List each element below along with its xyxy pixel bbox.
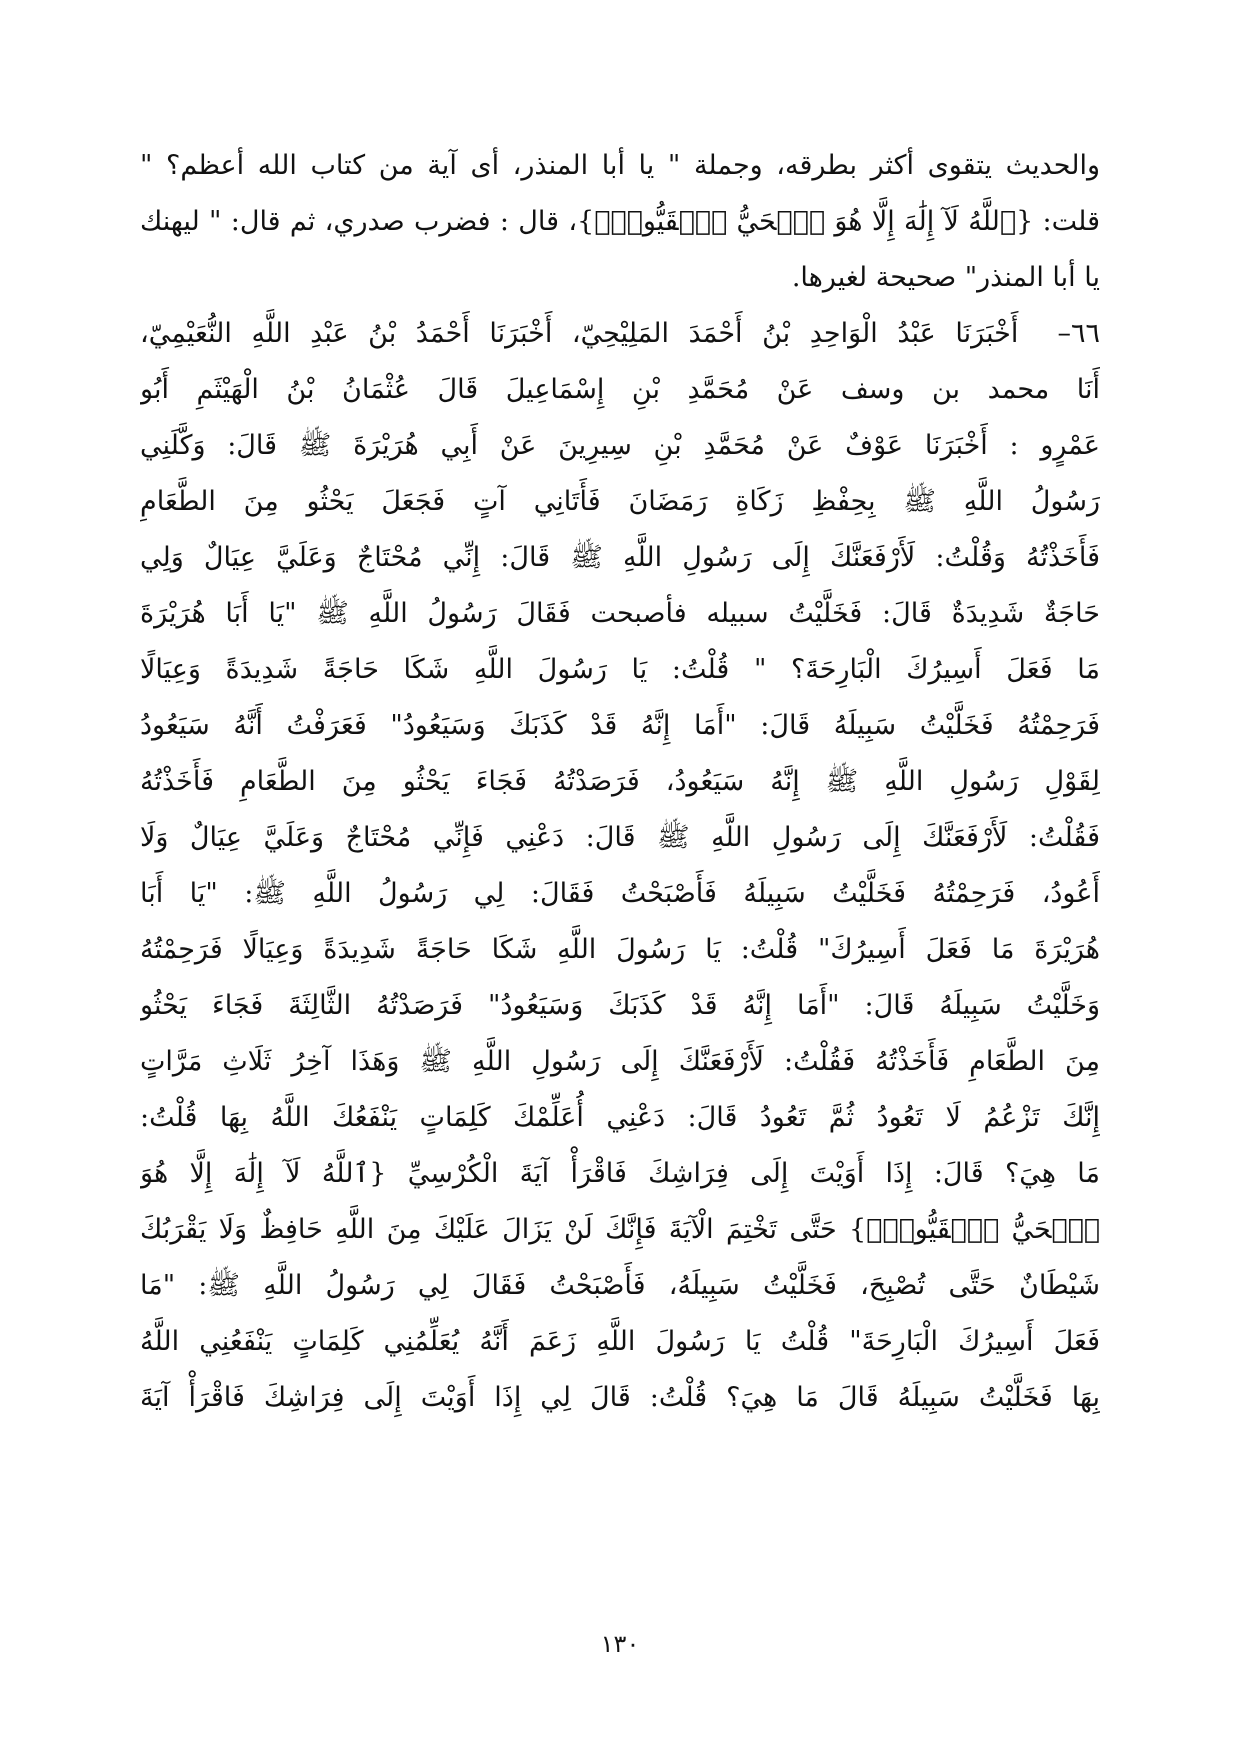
text-line: رَسُولُ اللَّهِ ﷺ بِحِفْظِ زَكَاةِ رَمَضَانَ فَأَتَانِي آتٍ فَجَعَلَ يَحْثُو مِنَ الطَّعَامِ bbox=[140, 486, 1100, 517]
intro-paragraph bbox=[140, 138, 1100, 306]
text-line: يا أبا المنذر" صحيحة لغيرها. bbox=[791, 262, 1100, 293]
text-line: إِنَّكَ تَزْعُمُ لَا تَعُودُ ثُمَّ تَعُودُ قَالَ: دَعْنِي أُعَلِّمْكَ كَلِمَاتٍ يَنْفَعُكَ اللَّهُ بِهَا قُلْتُ: bbox=[140, 1102, 1100, 1133]
text-line: والحديث يتقوى أكثر بطرقه، وجملة " يا أبا المنذر، أى آية من كتاب الله أعظم؟ " bbox=[140, 150, 1100, 181]
text-line: فَعَلَ أَسِيرُكَ الْبَارِحَةَ" قُلْتُ يَا رَسُولَ اللَّهِ زَعَمَ أَنَّهُ يُعَلِّمُنِي كَلِمَاتٍ يَنْفَعُنِي اللَّهُ bbox=[140, 1326, 1100, 1357]
text-line: حَاجَةٌ شَدِيدَةٌ قَالَ: فَخَلَّيْتُ سبيله فأصبحت فَقَالَ رَسُولُ اللَّهِ ﷺ "يَا أَبَا هُرَيْرَةَ bbox=[140, 598, 1100, 629]
text-line: فَقُلْتُ: لَأَرْفَعَنَّكَ إِلَى رَسُولِ اللَّهِ ﷺ قَالَ: دَعْنِي فَإِنِّي مُحْتَاجٌ وَعَلَيَّ عِيَالٌ وَلَا bbox=[140, 822, 1100, 853]
text-line: ٱلۡحَيُّ ٱلۡقَيُّومُۚ} حَتَّى تَخْتِمَ الْآيَةَ فَإِنَّكَ لَنْ يَزَالَ عَلَيْكَ مِنَ اللَّهِ حَافِظٌ وَلَا يَقْرَبُكَ bbox=[140, 1214, 1100, 1245]
text-line: فَأَخَذْتُهُ وَقُلْتُ: لَأَرْفَعَنَّكَ إِلَى رَسُولِ اللَّهِ ﷺ قَالَ: إِنِّي مُحْتَاجٌ وَعَلَيَّ عِيَالٌ وَلِي bbox=[140, 542, 1100, 573]
text-line: مِنَ الطَّعَامِ فَأَخَذْتُهُ فَقُلْتُ: لَأَرْفَعَنَّكَ إِلَى رَسُولِ اللَّهِ ﷺ وَهَذَا آخِرُ ثَلَاثِ مَرَّاتٍ bbox=[140, 1046, 1100, 1077]
text-line: هُرَيْرَةَ مَا فَعَلَ أَسِيرُكَ" قُلْتُ: يَا رَسُولَ اللَّهِ شَكَا حَاجَةً شَدِيدَةً وَعِيَالًا فَرَحِمْتُهُ bbox=[140, 934, 1100, 965]
text-line: أَعُودُ، فَرَحِمْتُهُ فَخَلَّيْتُ سَبِيلَهُ فَأَصْبَحْتُ فَقَالَ: لِي رَسُولُ اللَّهِ ﷺ: "يَا أَبَا bbox=[140, 878, 1100, 909]
hadith-paragraph bbox=[140, 306, 1100, 1426]
text-line: عَمْرٍو : أَخْبَرَنَا عَوْفٌ عَنْ مُحَمَّدِ بْنِ سِيرِينَ عَنْ أَبِي هُرَيْرَةَ ﷺ قَالَ: وَكَّلَنِي bbox=[140, 430, 1100, 461]
text-line: مَا فَعَلَ أَسِيرُكَ الْبَارِحَةَ؟ " قُلْتُ: يَا رَسُولَ اللَّهِ شَكَا حَاجَةً شَدِيدَةً وَعِيَالًا bbox=[140, 654, 1100, 685]
page-number: ١٣٠ bbox=[600, 1630, 640, 1658]
hadith-number: ٦٦– bbox=[1057, 318, 1100, 349]
body-text bbox=[140, 138, 1100, 1426]
text-line: وَخَلَّيْتُ سَبِيلَهُ قَالَ: "أَمَا إِنَّهُ قَدْ كَذَبَكَ وَسَيَعُودُ" فَرَصَدْتُهُ الثَّالِثَةَ فَجَاءَ يَحْثُو bbox=[140, 990, 1100, 1021]
text-line: قلت: {ٱللَّهُ لَآ إِلَٰهَ إِلَّا هُوَ ٱلۡحَيُّ ٱلۡقَيُّومُۚ}، قال : فضرب صدري، ثم قال: " ليهنك bbox=[140, 206, 1100, 237]
text-line: أَنَا محمد بن وسف عَنْ مُحَمَّدِ بْنِ إِسْمَاعِيلَ قَالَ عُثْمَانُ بْنُ الْهَيْثَمِ أَبُو bbox=[140, 374, 1100, 405]
text-line: شَيْطَانٌ حَتَّى تُصْبِحَ، فَخَلَّيْتُ سَبِيلَهُ، فَأَصْبَحْتُ فَقَالَ لِي رَسُولُ اللَّهِ ﷺ: "مَا bbox=[140, 1270, 1100, 1301]
hadith-first-line bbox=[140, 306, 1100, 362]
text-line: أَخْبَرَنَا عَبْدُ الْوَاحِدِ بْنُ أَحْمَدَ المَلِيْحِيّ، أَخْبَرَنَا أَحْمَدُ بْنُ عَبْدِ اللَّهِ النُّعَيْمِيّ، bbox=[140, 318, 1019, 349]
text-line: لِقَوْلِ رَسُولِ اللَّهِ ﷺ إِنَّهُ سَيَعُودُ، فَرَصَدْتُهُ فَجَاءَ يَحْثُو مِنَ الطَّعَامِ فَأَخَذْتُهُ bbox=[140, 766, 1100, 797]
text-line: بِهَا فَخَلَّيْتُ سَبِيلَهُ قَالَ مَا هِيَ؟ قُلْتُ: قَالَ لِي إِذَا أَوَيْتَ إِلَى فِرَاشِكَ فَاقْرَأْ آيَةَ bbox=[140, 1382, 1100, 1413]
text-line: مَا هِيَ؟ قَالَ: إِذَا أَوَيْتَ إِلَى فِرَاشِكَ فَاقْرَأْ آيَةَ الْكُرْسِيِّ {ٱللَّهُ لَآ إِلَٰهَ إِلَّا هُوَ bbox=[140, 1158, 1100, 1189]
text-line: فَرَحِمْتُهُ فَخَلَّيْتُ سَبِيلَهُ قَالَ: "أَمَا إِنَّهُ قَدْ كَذَبَكَ وَسَيَعُودُ" فَعَرَفْتُ أَنَّهُ سَيَعُودُ bbox=[140, 710, 1100, 741]
